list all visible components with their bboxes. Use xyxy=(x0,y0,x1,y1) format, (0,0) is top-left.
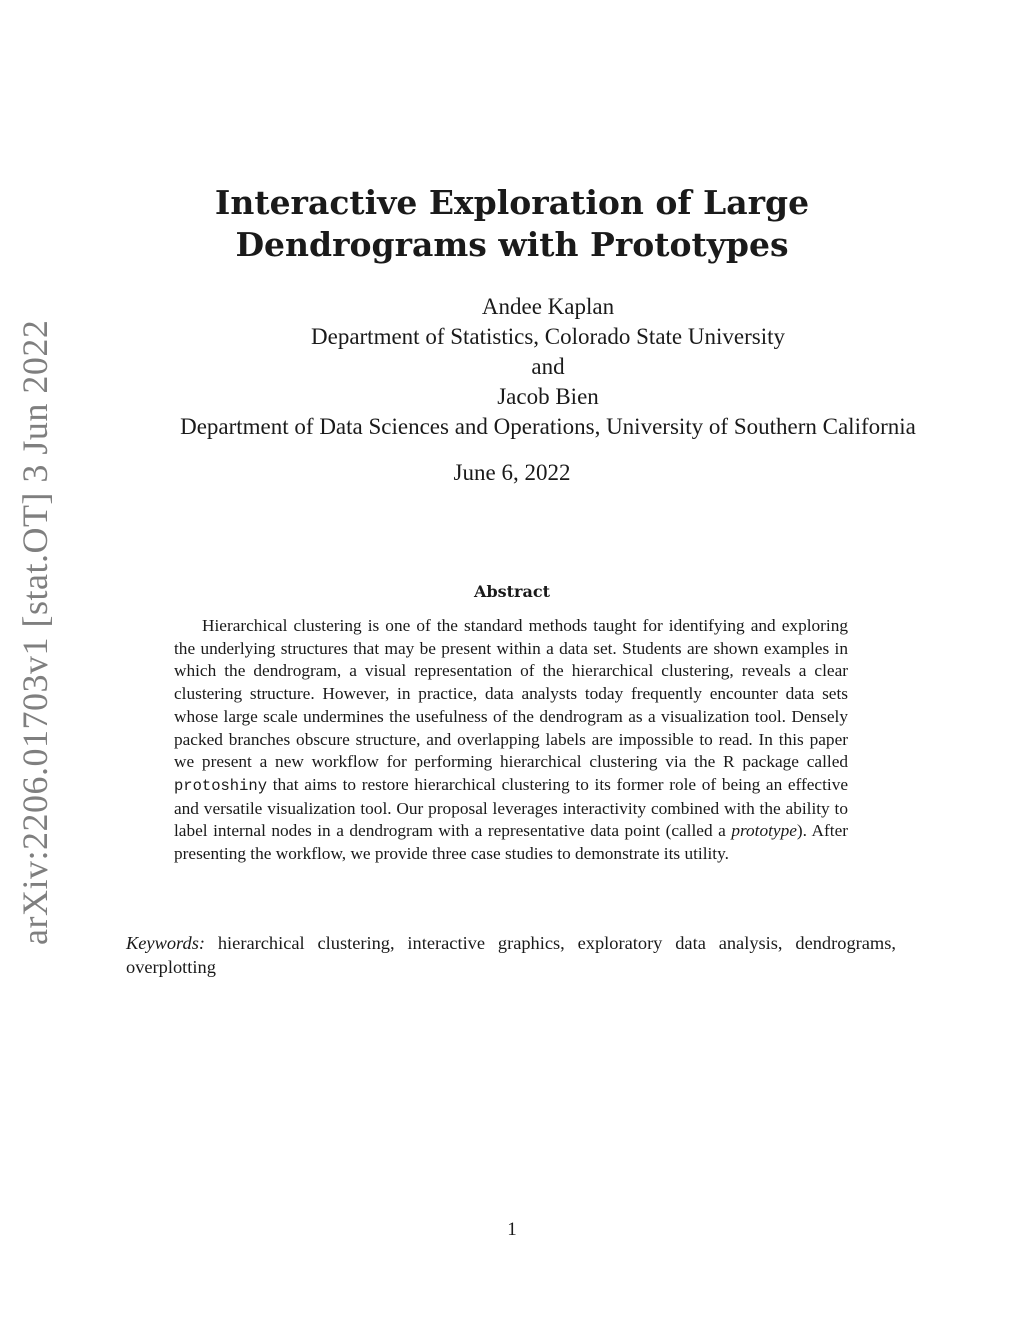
package-name: protoshiny xyxy=(174,776,268,795)
author-1-affiliation: Department of Statistics, Colorado State University xyxy=(311,324,785,349)
author-2-name: Jacob Bien xyxy=(497,384,599,409)
abstract-body xyxy=(174,615,848,866)
title-line-1: Interactive Exploration of Large xyxy=(214,183,810,222)
abstract-heading: Abstract xyxy=(474,582,550,601)
keywords xyxy=(126,931,896,979)
abstract-italic-term: prototype xyxy=(731,821,797,841)
arxiv-identifier-stamp: arXiv:2206.01703v1 [stat.OT] 3 Jun 2022 xyxy=(15,319,55,945)
paper-title xyxy=(0,182,1024,266)
abstract-text-part-3: ). After presenting the workflow, we provide three case studies to demonstrate its utility. xyxy=(174,821,849,864)
title-line-2: Dendrograms with Prototypes xyxy=(235,225,789,264)
abstract-text-part-2: that aims to restore hierarchical clustering to its former role of being an effective and versatile visualization tool. Our proposal leverages interactivity combined with the ability to label internal nodes in a dendrogram with a representative data point (called a xyxy=(174,774,848,841)
keywords-label: Keywords: xyxy=(126,933,206,953)
author-conjunction: and xyxy=(531,354,565,379)
author-2-affiliation: Department of Data Sciences and Operations, University of Southern California xyxy=(180,414,916,439)
author-1-name: Andee Kaplan xyxy=(481,294,615,319)
abstract-text-part-1: Hierarchical clustering is one of the standard methods taught for identifying and exploring the underlying structures that may be present within a data set. Students are shown examples in which the dendrogram, a visual representation of the hierarchical clustering, reveals a clear clustering structure. However, in practice, data analysts today frequently encounter data sets whose large scale undermines the usefulness of the dendrogram as a visualization tool. Densely packed branches obscure structure, and overlapping labels are impossible to read. In this paper we present a new workflow for performing hierarchical clustering via the R package called xyxy=(174,616,848,772)
page-number: 1 xyxy=(507,1219,517,1240)
author-block xyxy=(0,292,1024,442)
paper-date: June 6, 2022 xyxy=(453,460,571,485)
keywords-text: hierarchical clustering, interactive graphics, exploratory data analysis, dendrograms, overplotting xyxy=(126,933,896,977)
